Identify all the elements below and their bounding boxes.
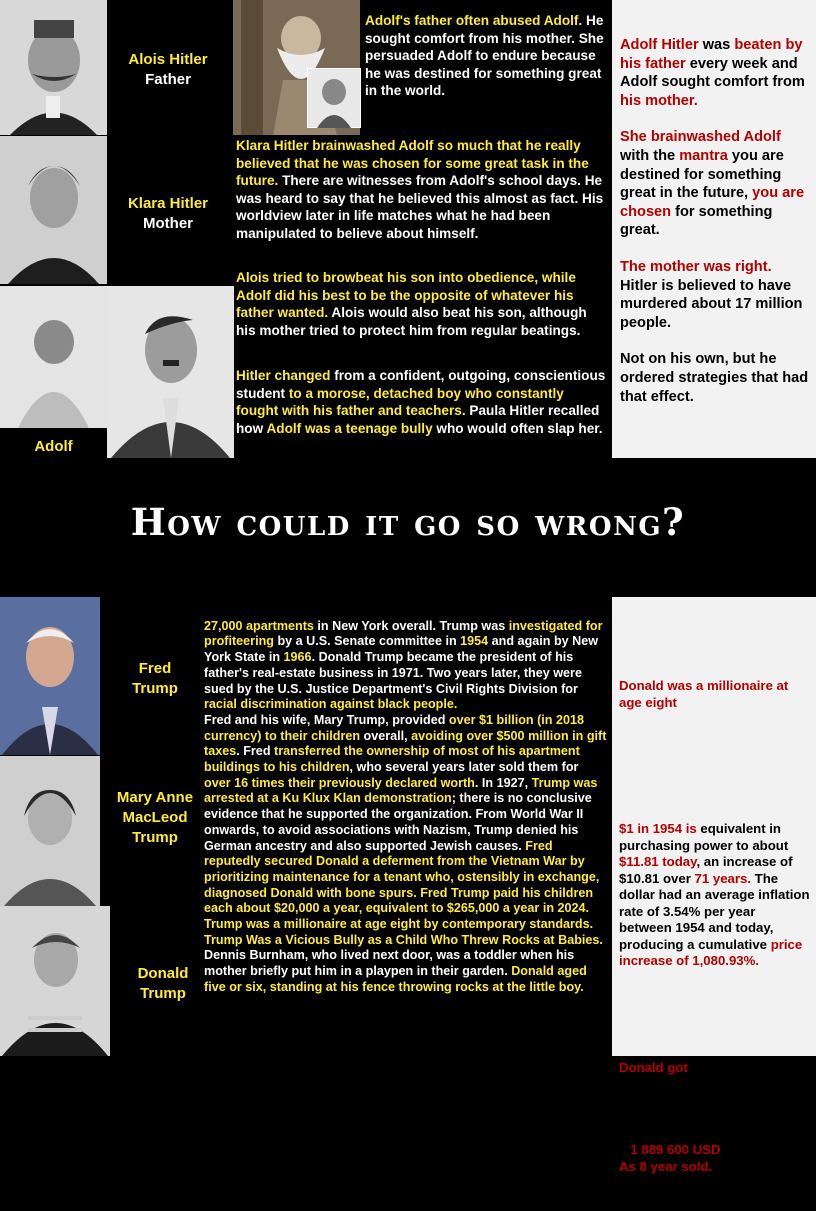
block2-text [236, 137, 608, 243]
panel-span: $11.81 today [619, 854, 697, 869]
main-span: racial discrimination against black people. [204, 697, 458, 712]
main-span: Trump was arrested at a Ku Klux Klan demonstration [204, 775, 601, 806]
panel-span: Hitler is believed to have murdered about 17 million people. [620, 277, 803, 331]
portrait-cadet-uniform-icon [0, 906, 110, 1056]
alois-name: Alois Hitler [128, 51, 208, 68]
panel-span: 71 years. [694, 870, 751, 886]
top-panel-para-3 [620, 258, 810, 332]
block1-text [365, 12, 605, 100]
fred-name-line: Fred [138, 660, 172, 677]
panel-span: was [698, 37, 735, 53]
main-span: 1966 [283, 650, 312, 665]
block1-span: Adolf's father often abused Adolf. [365, 13, 583, 28]
page-title: How could it go so wrong? [130, 500, 686, 544]
block4-span: who would often slap her. [432, 420, 603, 436]
block3-span: Alois tried to browbeat his son into obedience, while Adolf did his best to be the opposite of whatever his father wanted. [236, 270, 576, 321]
alois-role: Father [145, 71, 191, 88]
portrait-woman-icon [0, 136, 107, 284]
donald-name-label [110, 964, 216, 1004]
main-span: Donald aged five or six, standing at his fence throwing rocks at the little boy. [204, 964, 591, 994]
panel-span: Not on his own, but he ordered strategies that had that effect. [620, 351, 809, 405]
portrait-man-suit-icon [107, 286, 234, 458]
panel-span: you are chosen [620, 185, 805, 220]
adolf-baby-photo [0, 286, 107, 428]
panel-span: mantra [679, 147, 728, 164]
main-span: Dennis Burnham, who lived next door, was a toddler when his mother briefly put him in a playpen in their garden. [204, 932, 607, 979]
alois-name-label [107, 50, 229, 90]
panel-span: equivalent in purchasing power to about [619, 821, 792, 853]
main-span: investigated for profiteering [204, 618, 607, 649]
adolf-adult-photo [107, 286, 234, 458]
main-span: transferred the ownership of most of his apartment buildings to his children [204, 744, 584, 775]
main-span: 1954 [460, 634, 489, 649]
top-panel-para-1 [620, 36, 810, 110]
alois-hitler-photo [0, 0, 107, 135]
portrait-man-mustache-icon [0, 0, 107, 135]
mary-name-line: MacLeod [122, 809, 188, 826]
panel-span: you are destined for something great in the future, [620, 147, 784, 202]
baby-portrait-icon [307, 68, 361, 128]
block4-span: Paula Hitler recalled how [236, 403, 600, 436]
mary-name-line: Trump [132, 829, 178, 846]
panel-span: every week and Adolf sought comfort from [620, 55, 805, 91]
bottom-panel-para-3 [619, 1060, 810, 1176]
main-span: ; there is no conclusive evidence that he supported the organization. From World War II onwards, to avoid associations with Nazism, Trump denied his German ancestry and also supported Jewish causes. [204, 791, 596, 853]
main-span: . In 1927, [474, 775, 532, 790]
main-span: , who several years later sold them for [349, 760, 582, 775]
panel-span: Donald got [619, 1059, 688, 1075]
main-span: 27,000 apartments [204, 618, 314, 633]
fred-trump-photo [0, 597, 100, 755]
adolf-name: Adolf [34, 438, 73, 455]
mary-name-line: Mary Anne [116, 789, 194, 806]
block4-span: Hitler changed [236, 368, 331, 383]
block2-span: Klara Hitler brainwashed Adolf so much that he really believed that he was chosen for some great task in the future. [236, 138, 589, 189]
donald-name-line: Donald [137, 965, 189, 982]
block4-text [236, 367, 608, 437]
panel-span: beaten by his father [620, 37, 803, 72]
bottom-panel-para-1 [619, 678, 810, 711]
bottom-panel-para-2 [619, 821, 814, 970]
main-span: avoiding over $500 million in gift taxes [204, 728, 610, 759]
top-panel-para-2 [620, 128, 810, 240]
panel-span: Donald was a millionaire at age eight [619, 678, 792, 710]
mary-name-label [100, 788, 210, 848]
bottom-summary-panel [612, 597, 816, 1174]
main-span: Fred reputedly secured Donald a deferment from the Vietnam War by prioritizing maintenance for a tenant who, ostensibly in exchange, diagnosed Donald with bone spurs. Fred Trump paid his children each about $20,000 a year, equivalent to $265,000 a year in 2024. Trump was a millionaire at age eight by contemporary standards. Trump Was a Vicious Bully as a Child Who Threw Rocks at Babies. [204, 838, 603, 947]
klara-name-label [107, 194, 229, 234]
block3-text [236, 269, 608, 339]
main-span: . Fred [236, 744, 275, 759]
donald-trump-photo [0, 906, 110, 1056]
donald-name-line: Trump [140, 985, 186, 1002]
main-span: in New York overall. Trump was [313, 618, 509, 633]
fred-name-line: Trump [132, 680, 178, 697]
panel-span: She brainwashed Adolf [620, 129, 781, 146]
block4-span: from a confident, outgoing, conscientious student [236, 368, 606, 401]
baby-portrait-icon [0, 286, 107, 428]
panel-span: $1 in 1954 is [619, 821, 697, 836]
panel-span: his mother. [620, 92, 698, 109]
top-panel-para-4 [620, 350, 810, 406]
panel-span: 1 889 600 USD As 8 year sold. [619, 1142, 721, 1174]
panel-span: price increase of 1,080.93%. [619, 936, 806, 968]
panel-span: 20 000 USD Each year (when 8 y old) : 160 000 USD in his Account. Value to day: 160 000 x 11,81 = = [619, 1059, 799, 1157]
main-span: Fred and his wife, Mary Trump, provided [204, 712, 446, 727]
klara-name: Klara Hitler [127, 195, 209, 212]
main-span: . Donald Trump became the president of his father's real-estate business in 1971. Two years later, they were sued by the U.S. Justice Department's Civil Rights Division for [204, 650, 586, 696]
panel-span: The dollar had an average inflation rate of 3.54% per year between 1954 and today, producing a cumulative [619, 870, 814, 952]
main-span: and again by New York State in [204, 634, 602, 665]
portrait-woman-icon [0, 756, 100, 906]
panel-span: , an increase of $10.81 over [619, 854, 797, 886]
bottom-main-text [204, 603, 608, 996]
panel-span: for something great. [620, 203, 773, 239]
panel-span: Adolf Hitler [620, 37, 699, 53]
baby-photo-small [307, 68, 361, 128]
block2-span: There are witnesses from Adolf's school days. He was heard to say that he believed this almost as fact. His worldview later in life matches what he had been manipulated to believe about himself. [236, 173, 604, 241]
main-span: by a U.S. Senate committee in [273, 634, 461, 649]
fred-name-label [100, 659, 210, 699]
block4-span: Adolf was a teenage bully [266, 420, 433, 436]
block3-span: Alois would also beat his son, although his mother tried to protect him from regular beatings. [236, 305, 587, 338]
klara-hitler-photo [0, 136, 107, 284]
panel-span: with the [620, 147, 680, 164]
top-summary-panel [612, 0, 816, 458]
main-span: overall, [360, 728, 412, 743]
panel-span: The mother was right. [620, 258, 772, 275]
main-span: over 16 times their previously declared worth [204, 775, 475, 790]
block1-span: He sought comfort from his mother. She persuaded Adolf to endure because he was destined for something great in the world. [365, 13, 604, 99]
main-span: over $1 billion (in 2018 currency) to their children [204, 712, 588, 743]
klara-role: Mother [143, 215, 193, 232]
mary-trump-photo [0, 756, 100, 906]
portrait-old-man-suit-icon [0, 597, 100, 755]
block4-span: to a morose, detached boy who constantly fought with his father and teachers. [236, 385, 564, 419]
